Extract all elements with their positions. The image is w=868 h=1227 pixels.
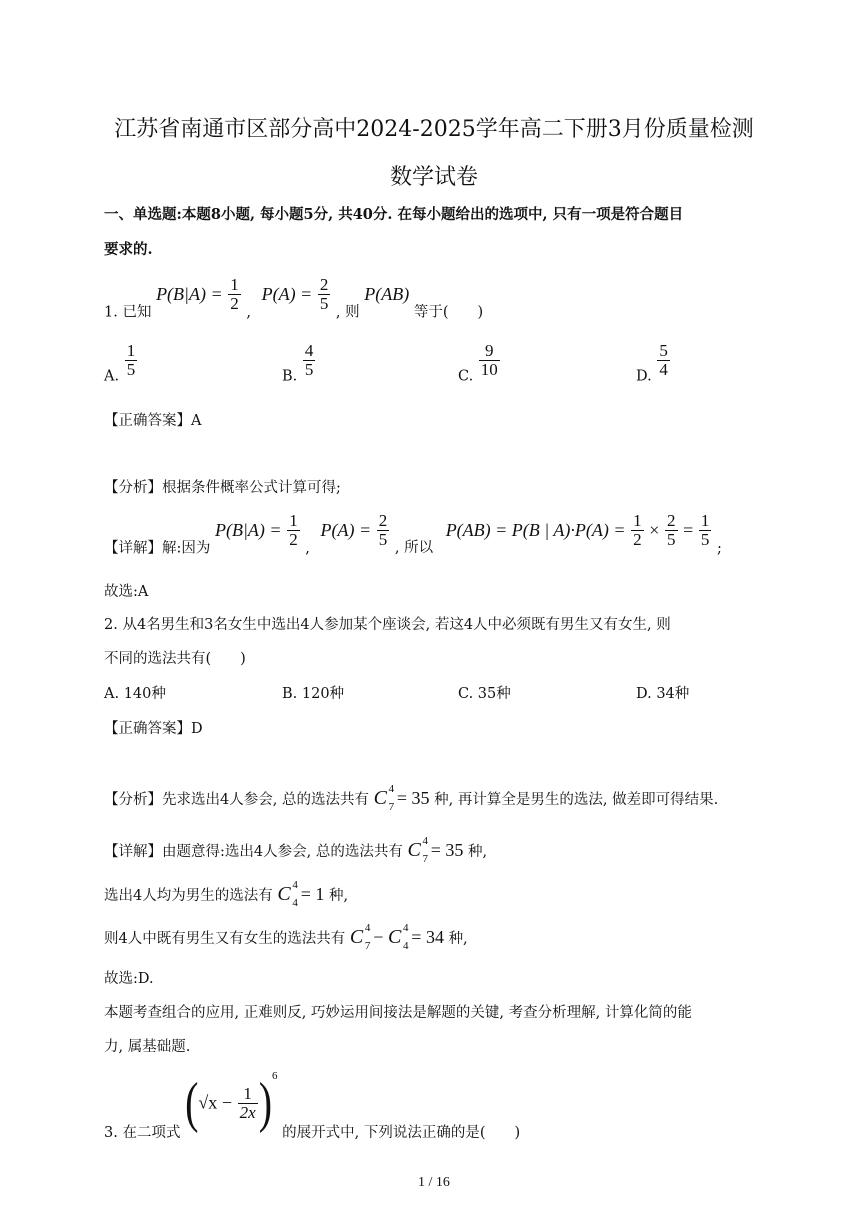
q2-comb-c74: C 4 7 [373, 783, 395, 813]
q1-cond2: P(A) = [261, 283, 313, 304]
q1-target: P(AB) [364, 283, 410, 304]
q2-comment: 本题考查组合的应用, 正难则反, 巧妙运用间接法是解题的关键, 考查分析理解, 计算化简的能 [104, 1005, 692, 1021]
q2-stem: 2. 从4名男生和3名女生中选出4人参加某个座谈会, 若这4人中必须既有男生又有女生, 则 [104, 617, 671, 633]
q2-detail-line4: 则4人中既有男生又有女生的选法共有 C 4 7 − C 4 4 = 34 种, [104, 922, 468, 952]
q1-answer: 【正确答案】A [104, 413, 202, 429]
q1-analysis: 【分析】根据条件概率公式计算可得; [104, 480, 341, 496]
q1-prefix: 1. 已知 [104, 304, 152, 321]
q2-conclusion: 故选:D. [104, 971, 154, 987]
q1-detail: 【详解】解:因为 P(B|A) = $\frac{1}{2}$ , P(A) = $\frac{2}{5}$ , 所以 P(AB) = P(B | A)·P(A) = $\frac{1}{2}$ × $\frac{2}{5}$ = $\frac{1}{5}$ ; [104, 511, 722, 557]
q2-answer: 【正确答案】D [104, 721, 203, 737]
q1-stem: 1. 已知 P(B|A) = $\frac{1}{2}$ , P(A) = $\frac{2}{5}$ , 则 P(AB) 等于( ) [104, 275, 484, 321]
q1-frac-2-5: $\frac{2}{5}$ [319, 275, 329, 313]
q2-detail-line3: 选出4人均为男生的选法有 C 4 4 = 1 种, [104, 879, 349, 909]
q3-stem: 3. 在二项式 (√x − $\frac{1}{2x}$ )$^6$ 的展开式中, 下列说法正确的是( ) [104, 1070, 521, 1141]
q3-power: 6 [272, 1070, 278, 1082]
doc-title: 江苏省南通市区部分高中2024-2025学年高二下册3月份质量检测 [114, 117, 754, 142]
q2-comment-cont: 力, 属基础题. [104, 1039, 191, 1055]
q2-analysis: 【分析】先求选出4人参会, 总的选法共有 C 4 7 = 35 种, 再计算全是男生的选法, 做差即可得结果. [104, 783, 719, 813]
q1-cond1: P(B|A) = [156, 283, 223, 304]
q1-option-a: A. $\frac{1}{5}$ [104, 341, 136, 385]
q3-sqrt-x: √x [198, 1092, 218, 1113]
q1-option-c: C. $\frac{9}{10}$ [458, 341, 498, 385]
q1-option-d: D. $\frac{5}{4}$ [636, 341, 668, 385]
section-heading-cont: 要求的. [104, 241, 153, 258]
doc-subtitle: 数学试卷 [389, 165, 478, 190]
q2-detail: 【详解】由题意得:选出4人参会, 总的选法共有 C 4 7 = 35 种, [104, 835, 488, 865]
q2-option-b: B. 120种 [282, 686, 345, 702]
q2-option-a: A. 140种 [104, 686, 166, 702]
section-heading: 一、单选题:本题8小题, 每小题5分, 共40分. 在每小题给出的选项中, 只有一项是符合题目 [104, 206, 684, 223]
q2-stem-cont: 不同的选法共有( ) [104, 651, 246, 667]
q2-option-c: C. 35种 [458, 686, 511, 702]
q1-conclusion: 故选:A [104, 584, 149, 600]
page-number: 1 / 16 [418, 1175, 450, 1190]
q1-frac-1-2: $\frac{1}{2}$ [230, 275, 239, 313]
q1-formula: P(AB) = P(B | A)·P(A) = [445, 519, 626, 540]
q1-option-b: B. $\frac{4}{5}$ [282, 341, 314, 385]
q3-frac: $\frac{1}{2x}$ [239, 1083, 256, 1122]
q2-option-d: D. 34种 [636, 686, 690, 702]
